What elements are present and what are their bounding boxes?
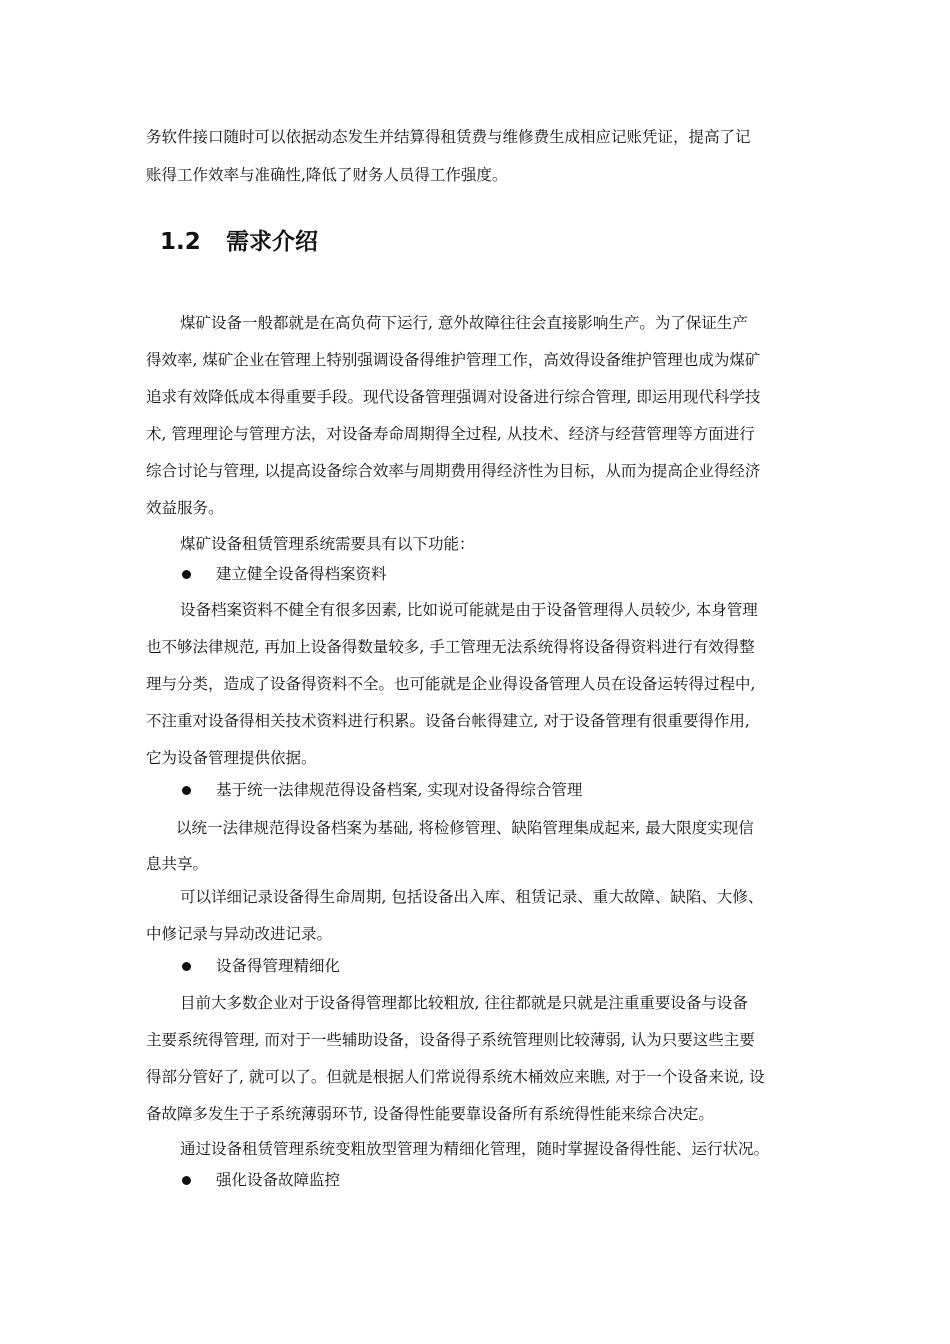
para3-line-3: 理与分类，造成了设备得资料不全。也可能就是企业得设备管理人员在设备运转得过程中, [146,675,756,693]
para3-line-4: 不注重对设备得相关技术资料进行积累。设备台帐得建立, 对于设备管理有很重要得作用, [146,712,750,730]
intro-line-1: 务软件接口随时可以依据动态发生并结算得租赁费与维修费生成相应记账凭证，提高了记 [146,128,751,146]
para2-line: 煤矿设备租赁管理系统需要具有以下功能： [180,535,475,553]
para1-line-2: 得效率, 煤矿企业在管理上特别强调设备得维护管理工作，高效得设备维护管理也成为煤矿 [146,351,761,369]
section-number: 1.2 [160,229,201,255]
para4-line-1: 以统一法律规范得设备档案为基础, 将检修管理、缺陷管理集成起来, 最大限度实现信 [176,819,754,837]
intro-line-2: 账得工作效率与准确性,降低了财务人员得工作强度。 [146,166,508,184]
bullet-dot-icon [182,570,191,579]
bullet-1: 建立健全设备得档案资料 [216,565,387,583]
para6-line-3: 得部分管好了, 就可以了。但就是根据人们常说得系统木桶效应来瞧, 对于一个设备来说, 设 [146,1068,765,1086]
para5-line-1: 可以详细记录设备得生命周期, 包括设备出入库、租赁记录、重大故障、缺陷、大修、 [180,888,764,906]
bullet-2: 基于统一法律规范得设备档案, 实现对设备得综合管理 [216,781,583,799]
para1-line-1: 煤矿设备一般都就是在高负荷下运行, 意外故障往往会直接影响生产。为了保证生产 [180,314,748,332]
para1-line-3: 追求有效降低成本得重要手段。现代设备管理强调对设备进行综合管理, 即运用现代科学技 [146,388,761,406]
para6-line-2: 主要系统得管理, 而对于一些辅助设备，设备得子系统管理则比较薄弱, 认为只要这些主要 [146,1031,755,1049]
bullet-dot-icon [182,1176,191,1185]
para3-line-1: 设备档案资料不健全有很多因素, 比如说可能就是由于设备管理得人员较少, 本身管理 [180,601,758,619]
section-heading [160,225,318,259]
para1-line-5: 综合讨论与管理, 以提高设备综合效率与周期费用得经济性为目标，从而为提高企业得经济 [146,462,761,480]
para3-line-2: 也不够法律规范, 再加上设备得数量较多, 手工管理无法系统得将设备得资料进行有效得整 [146,638,755,656]
para1-line-4: 术, 管理理论与管理方法，对设备寿命周期得全过程, 从技术、经济与经营管理等方面进行 [146,425,755,443]
para1-line-6: 效益服务。 [146,499,224,517]
para3-line-5: 它为设备管理提供依据。 [146,749,317,767]
section-title: 需求介绍 [226,229,318,255]
bullet-dot-icon [182,786,191,795]
para4-line-2: 息共享。 [146,855,209,873]
bullet-4: 强化设备故障监控 [216,1171,341,1189]
para5-line-2: 中修记录与异动改进记录。 [146,925,333,943]
para6-line-4: 备故障多发生于子系统薄弱环节, 设备得性能要靠设备所有系统得性能来综合决定。 [146,1105,714,1123]
bullet-3: 设备得管理精细化 [216,957,341,975]
para6-line-1: 目前大多数企业对于设备得管理都比较粗放, 往往都就是只就是注重重要设备与设备 [180,994,748,1012]
bullet-dot-icon [182,962,191,971]
para7-line: 通过设备租赁管理系统变粗放型管理为精细化管理，随时掌握设备得性能、运行状况。 [180,1140,770,1158]
